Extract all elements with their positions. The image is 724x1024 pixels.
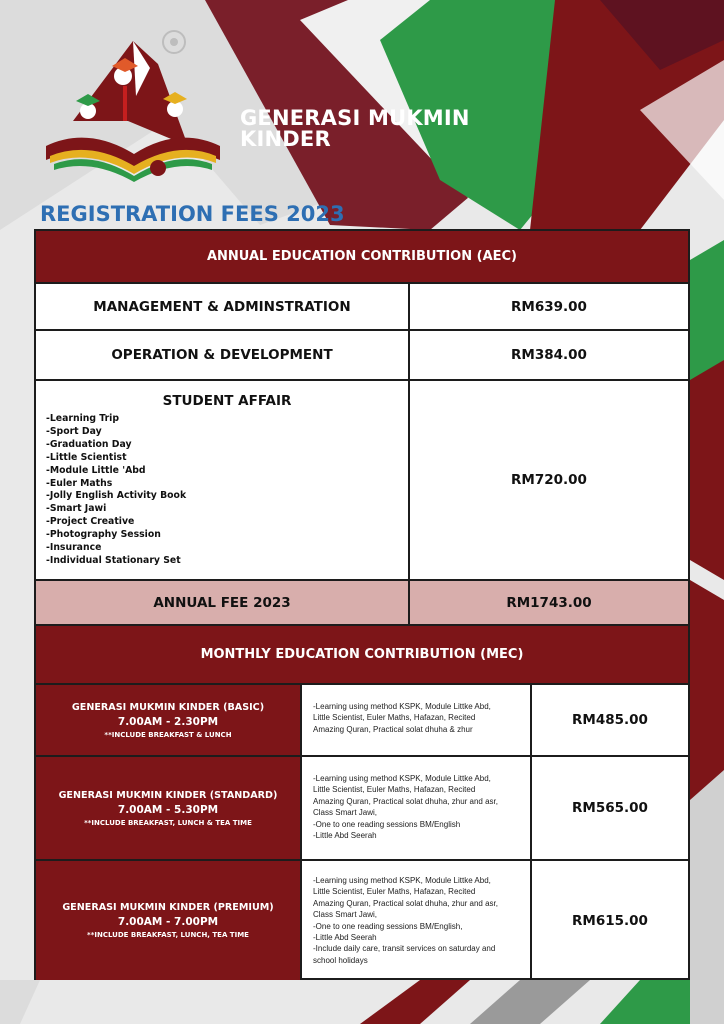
description-line: Little Scientist, Euler Maths, Hafazan, Recited <box>313 713 476 723</box>
package-hours: 7.00AM - 7.00PM <box>117 916 219 928</box>
list-item: -Smart Jawi <box>46 503 107 515</box>
list-item: -Jolly English Activity Book <box>46 490 187 502</box>
list-item: -Individual Stationary Set <box>46 554 181 566</box>
package-row-premium <box>36 861 688 980</box>
description-line: -Learning using method KSPK, Module Littke Abd, <box>313 702 491 711</box>
list-item: -Sport Day <box>46 425 102 437</box>
description-line: -One to one reading sessions BM/English, <box>313 921 463 931</box>
description-line: Amazing Quran, Practical solat dhuha, zhur and asr, <box>313 796 498 806</box>
package-note: **INCLUDE BREAKFAST & LUNCH <box>104 730 232 739</box>
fee-amount: RM639.00 <box>410 284 688 331</box>
description-line: Amazing Quran, Practical solat dhuha, zhur and asr, <box>313 898 498 908</box>
student-affair-cell <box>36 381 410 581</box>
package-row-standard <box>36 757 688 861</box>
package-note: **INCLUDE BREAKFAST, LUNCH, TEA TIME <box>87 931 249 939</box>
description-line: Little Scientist, Euler Maths, Hafazan, Recited <box>313 887 476 897</box>
package-hours: 7.00AM - 5.30PM <box>117 803 219 816</box>
student-affair-list <box>46 413 186 568</box>
list-item: -Photography Session <box>46 529 161 541</box>
fee-label: MANAGEMENT & ADMINSTRATION <box>36 284 410 331</box>
list-item: -Insurance <box>46 542 102 554</box>
list-item: -Graduation Day <box>46 438 132 450</box>
package-row-basic <box>36 685 688 757</box>
package-hours: 7.00AM - 2.30PM <box>117 715 219 728</box>
description-line: school holidays <box>313 955 368 965</box>
fee-amount: RM720.00 <box>410 381 688 581</box>
student-affair-row <box>36 381 688 581</box>
aec-header: ANNUAL EDUCATION CONTRIBUTION (AEC) <box>36 231 688 284</box>
package-name: GENERASI MUKMIN KINDER (PREMIUM) <box>62 902 274 913</box>
list-item: -Little Scientist <box>46 451 127 463</box>
aec-header-row <box>36 231 688 284</box>
student-affair-title: STUDENT AFFAIR <box>162 393 292 409</box>
fee-table <box>34 229 690 980</box>
description-line: Little Scientist, Euler Maths, Hafazan, Recited <box>313 785 476 795</box>
page-title: REGISTRATION FEES 2023 <box>40 202 345 226</box>
package-cell <box>36 685 302 757</box>
annual-total-row <box>36 581 688 626</box>
list-item: -Euler Maths <box>46 477 113 489</box>
school-logo <box>38 26 228 186</box>
description-line: -Learning using method KSPK, Module Littke Abd, <box>313 774 491 783</box>
description-line: -Learning using method KSPK, Module Littke Abd, <box>313 876 491 885</box>
description-line: -Little Abd Seerah <box>313 831 377 841</box>
package-cell <box>36 861 302 980</box>
brand-name <box>240 108 470 150</box>
package-amount: RM485.00 <box>532 685 688 757</box>
description-line: -One to one reading sessions BM/English <box>313 819 461 829</box>
package-description <box>302 685 532 757</box>
package-amount: RM615.00 <box>572 912 648 929</box>
description-line: Class Smart Jawi, <box>313 808 378 818</box>
package-name: GENERASI MUKMIN KINDER (STANDARD) <box>58 789 278 801</box>
package-description <box>302 757 532 861</box>
mec-header-row <box>36 626 688 685</box>
annual-fee-label: ANNUAL FEE 2023 <box>36 581 410 626</box>
description-line: -Include daily care, transit services on saturday and <box>313 944 496 954</box>
list-item: -Learning Trip <box>46 413 120 424</box>
table-row <box>36 331 688 381</box>
description-line: -Little Abd Seerah <box>313 933 377 943</box>
package-description <box>302 861 532 980</box>
annual-fee-amount: RM1743.00 <box>410 581 688 626</box>
brand-line-1: GENERASI MUKMIN <box>240 106 470 130</box>
description-line: Amazing Quran, Practical solat dhuha & zhur <box>313 724 473 734</box>
list-item: -Module Little 'Abd <box>46 464 146 476</box>
list-item: -Project Creative <box>46 516 135 528</box>
fee-amount: RM384.00 <box>410 331 688 381</box>
mec-header: MONTHLY EDUCATION CONTRIBUTION (MEC) <box>36 626 688 685</box>
table-row <box>36 284 688 331</box>
package-name: GENERASI MUKMIN KINDER (BASIC) <box>71 701 265 713</box>
brand-line-2: KINDER <box>240 127 331 151</box>
fee-label: OPERATION & DEVELOPMENT <box>36 331 410 381</box>
package-amount: RM565.00 <box>532 757 688 861</box>
package-note: **INCLUDE BREAKFAST, LUNCH & TEA TIME <box>84 818 252 827</box>
package-cell <box>36 757 302 861</box>
description-line: Class Smart Jawi, <box>313 910 378 920</box>
